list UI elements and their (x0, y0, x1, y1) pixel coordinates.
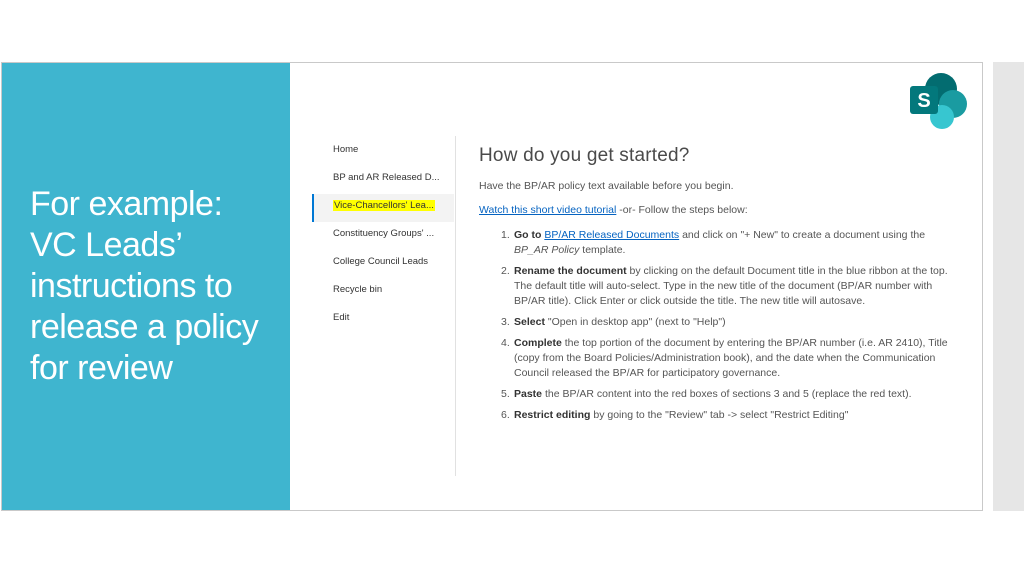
page-content (479, 145, 959, 428)
nav-item-label: BP and AR Released D... (333, 172, 440, 183)
scrollbar-track[interactable] (993, 62, 1024, 511)
nav-item-bp-ar-released[interactable] (312, 166, 454, 194)
page-heading: How do you get started? (479, 145, 690, 166)
step-bold: Go to (514, 229, 545, 241)
step-number: 5. (501, 387, 510, 400)
nav-divider (455, 136, 456, 476)
step-text: and click on "+ New" to create a document using the (679, 229, 926, 241)
step-text: template. (579, 244, 626, 257)
slide-title-line: for review (30, 349, 173, 387)
nav-item-label: Edit (333, 312, 350, 323)
step-text: by clicking on the default Document title in the blue ribbon at the top. The default title will auto-select. Type in the new title of the document (BP/AR number with BP/AR title). Click Enter or click outside the title. The new title will autosave. (514, 264, 948, 308)
step-text: by going to the "Review" tab -> select "Restrict Editing" (590, 408, 849, 421)
step-bold: Paste (514, 387, 543, 400)
nav-item-label: Recycle bin (333, 284, 383, 295)
step-bold: Rename the document (514, 264, 627, 277)
step-bold: Restrict editing (514, 408, 591, 421)
step-text: the top portion of the document by entering the BP/AR number (i.e. AR 2410), Title (copy from the Board Policies/Administration book), and the date when the Communication Council released the BP/AR for participatory governance. (514, 336, 948, 380)
nav-item-label: College Council Leads (333, 256, 429, 267)
nav-item-label: Home (333, 144, 359, 155)
step-italic: BP_AR Policy (514, 244, 580, 257)
video-line-suffix: -or- Follow the steps below: (616, 204, 748, 216)
video-tutorial-link[interactable]: Watch this short video tutorial (479, 204, 617, 216)
nav-item-constituency-groups[interactable] (312, 222, 454, 250)
slide-title-line: VC Leads’ (30, 226, 183, 264)
logo-letter: S (917, 90, 931, 112)
site-navigation (312, 138, 454, 334)
step-text: "Open in desktop app" (next to "Help") (544, 316, 726, 329)
title-panel (2, 63, 290, 510)
released-documents-link[interactable]: BP/AR Released Documents (544, 229, 680, 241)
nav-item-label: Vice-Chancellors' Lea... (334, 200, 434, 211)
nav-item-home[interactable] (312, 138, 454, 166)
step-text: the BP/AR content into the red boxes of sections 3 and 5 (replace the red text). (542, 387, 912, 400)
step-item (501, 336, 959, 382)
step-number: 6. (501, 408, 510, 421)
intro-text: Have the BP/AR policy text available before you begin. (479, 180, 734, 192)
slide-title-line: release a policy (30, 308, 259, 346)
step-item (501, 264, 959, 310)
step-item (501, 315, 959, 330)
step-number: 3. (501, 316, 510, 329)
steps-list (479, 228, 959, 423)
step-item (501, 228, 959, 258)
step-number: 1. (501, 229, 510, 241)
step-bold: Select (514, 316, 545, 329)
step-bold: Complete (514, 336, 562, 349)
nav-item-edit[interactable] (312, 306, 454, 334)
slide-title-line: For example: (30, 185, 223, 223)
step-number: 2. (501, 264, 510, 277)
nav-item-recycle-bin[interactable] (312, 278, 454, 306)
nav-item-college-council-leads[interactable] (312, 250, 454, 278)
sharepoint-logo-icon (908, 72, 970, 132)
nav-item-vice-chancellors-leads[interactable] (312, 194, 454, 222)
step-item (501, 387, 959, 402)
slide-title-line: instructions to (30, 267, 233, 305)
step-number: 4. (501, 336, 510, 349)
step-item (501, 408, 959, 423)
slide-title (30, 184, 280, 389)
nav-item-label: Constituency Groups' ... (333, 228, 435, 239)
video-line (479, 204, 959, 216)
